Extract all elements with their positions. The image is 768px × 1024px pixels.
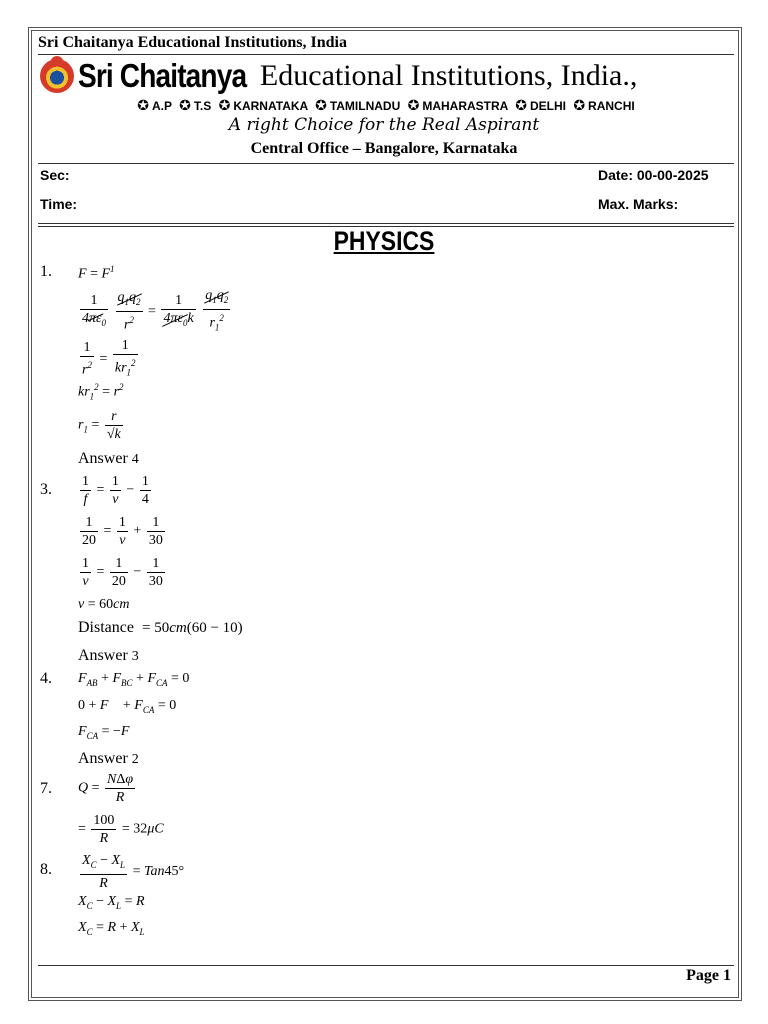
time-label: Time: (40, 196, 78, 212)
state-item: RANCHI (588, 99, 635, 113)
answer-line (78, 450, 139, 468)
equation: $F_{AB} + F_{BC} + F_{CA} = 0$ (78, 671, 190, 688)
max-marks-label: Max. Marks: (598, 196, 679, 212)
answer-value: 3 (131, 649, 139, 664)
answer-line (78, 647, 139, 665)
equation: $r_1$ = $\frac{r}{√k}$ (78, 409, 121, 442)
tagline: A right Choice for the Real Aspirant (228, 115, 540, 135)
answer-line (78, 750, 139, 768)
state-item: KARNATAKA (233, 99, 308, 113)
equation: $\frac{1}{f}$ = $\frac{1}{v}$ − $\frac{1}{4}$ (82, 474, 149, 507)
equation: Q = $\frac{\text{NΔφ}}{R}$ (78, 772, 134, 805)
equation: $\frac{1}{4\pi\varepsilon_0}$ $\frac{q_1q_2}{r^2}$ = $\frac{1}{4\pi\varepsilon_0k}$ $\frac{q_1q_2}{r_1^2}$ (82, 288, 229, 333)
star-icon: ✪ (407, 97, 420, 113)
brand-header (40, 56, 637, 96)
subject-title: PHYSICS (333, 226, 435, 256)
top-title: Sri Chaitanya Educational Institutions, India (38, 34, 347, 51)
state-item: DELHI (529, 99, 566, 113)
page-number: Page 1 (686, 967, 731, 984)
brand-rest: Educational Institutions, India., (259, 59, 638, 92)
equation: $F_{CA}$ = −F⃗ (78, 724, 141, 741)
state-item: MAHARASTRA (422, 99, 508, 113)
equation: $\frac{X_C - X_L}{R}$ = Tan45° (82, 853, 185, 891)
equation: $X_C - X_L = R$ (78, 894, 145, 911)
equation: v = 60cm (78, 597, 130, 612)
star-icon: ✪ (515, 97, 527, 113)
brand-name: Sri Chaitanya (78, 57, 247, 94)
divider (38, 223, 734, 224)
question-number: 7. (40, 780, 52, 797)
star-icon: ✪ (218, 97, 231, 113)
date-label: Date: 00-00-2025 (598, 167, 709, 183)
states-list (0, 97, 768, 114)
divider (38, 54, 734, 55)
star-icon: ✪ (179, 97, 191, 113)
distance-label: Distance (78, 619, 134, 636)
central-office: Central Office – Bangalore, Karnataka (250, 140, 518, 157)
answer-value: 4 (131, 452, 139, 467)
question-number: 1. (40, 263, 52, 280)
divider (38, 965, 734, 966)
distance-line: Distance = 50cm(60 − 10) (78, 619, 243, 636)
chaitanya-logo-icon (40, 59, 74, 93)
answer-label: Answer (78, 647, 128, 664)
star-icon: ✪ (137, 97, 150, 113)
question-number: 4. (40, 670, 52, 687)
divider (38, 163, 734, 164)
star-icon: ✪ (315, 97, 327, 113)
equation: 0 + F⃗ + $F_{CA} = 0$ (78, 698, 177, 715)
equation: $\frac{1}{r^2}$ = $\frac{1}{kr_1^2}$ (82, 338, 136, 379)
equation: $X_C = R + X_L$ (78, 920, 145, 937)
sec-label: Sec: (40, 167, 70, 183)
answer-value: 2 (131, 752, 139, 767)
equation: $kr_1^2 = r^2$ (78, 382, 124, 402)
answer-label: Answer (78, 450, 128, 467)
question-number: 8. (40, 861, 52, 878)
equation: = $\frac{100}{R}$ = 32μC (78, 813, 164, 846)
question-number: 3. (40, 481, 52, 498)
state-item: A.P (152, 99, 172, 113)
answer-label: Answer (78, 750, 128, 767)
star-icon: ✪ (573, 97, 586, 113)
equation: $F = F^1$ (78, 264, 115, 282)
equation: $\frac{1}{20}$ = $\frac{1}{v}$ + $\frac{1}{30}$ (82, 515, 163, 548)
state-item: TAMILNADU (329, 99, 401, 113)
state-item: T.S (193, 99, 212, 113)
equation: $\frac{1}{v}$ = $\frac{1}{20}$ − $\frac{1}{30}$ (82, 556, 163, 589)
